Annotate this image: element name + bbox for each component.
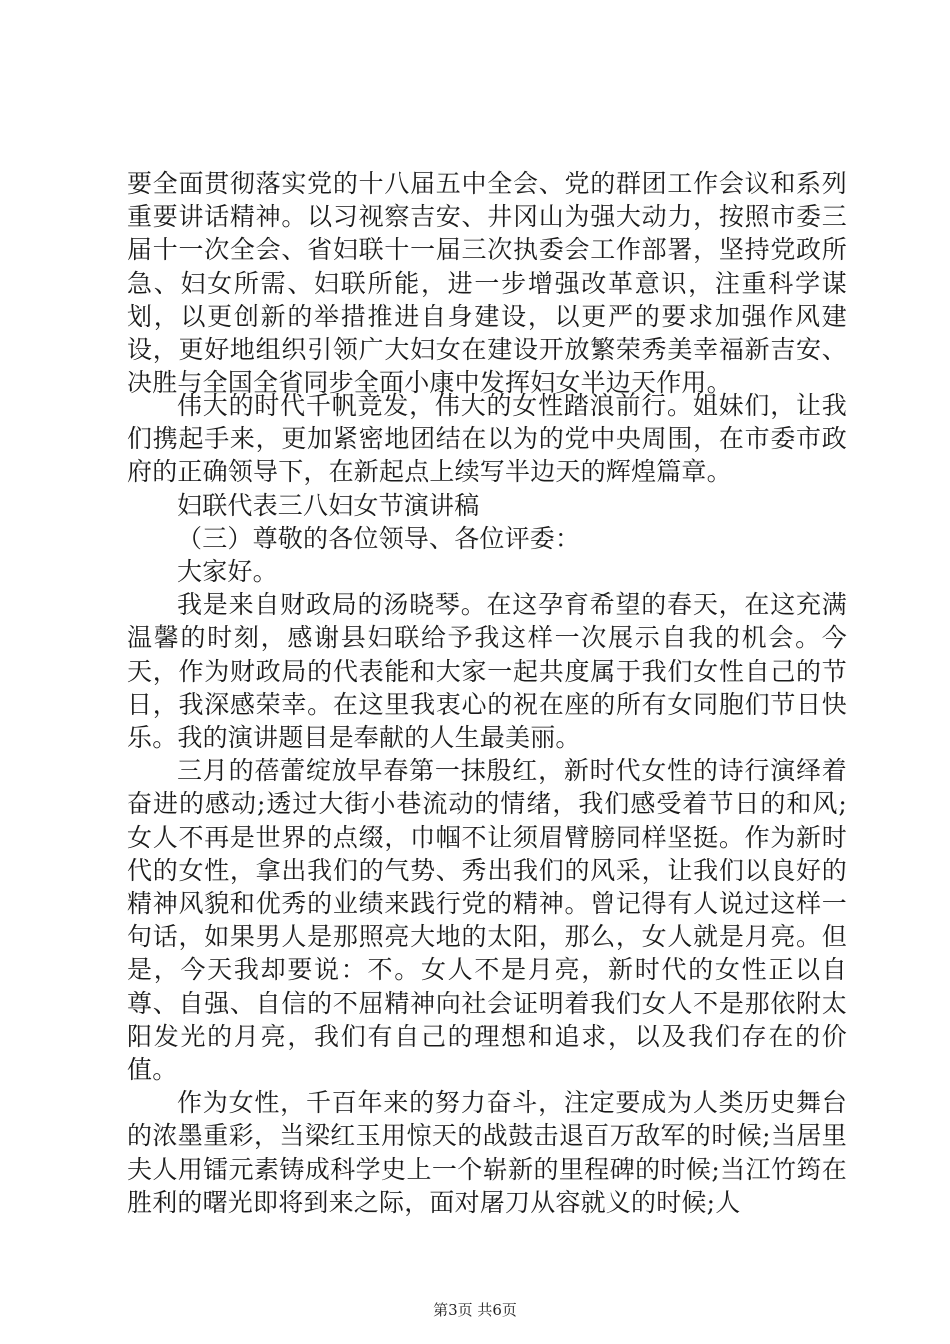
paragraph-closing: 伟大的时代千帆竞发，伟大的女性踏浪前行。姐妹们，让我们携起手来，更加紧密地团结在以为的党中央周围，在市委市政府的正确领导下，在新起点上续写半边天的辉煌篇章。 — [127, 391, 847, 487]
paragraph-history: 作为女性，千百年来的努力奋斗，注定要成为人类历史舞台的浓墨重彩，当梁红玉用惊天的战鼓击退百万敌军的时候;当居里夫人用镭元素铸成科学史上一个崭新的里程碑的时候;当江竹筠在胜利的曙光即将到来之际，面对屠刀从容就义的时候;人 — [127, 1088, 847, 1217]
text-block-main — [127, 389, 847, 1219]
paragraph-self-intro: 我是来自财政局的汤晓琴。在这孕育希望的春天，在这充满温馨的时刻，感谢县妇联给予我这样一次展示自我的机会。今天，作为财政局的代表能和大家一起共度属于我们女性自己的节日，我深感荣幸。在这里我衷心的祝在座的所有女同胞们节日快乐。我的演讲题目是奉献的人生最美丽。 — [127, 590, 847, 753]
speech-greeting: 大家好。 — [177, 557, 278, 587]
speech-salutation: （三）尊敬的各位领导、各位评委： — [177, 523, 581, 553]
paragraph-spring: 三月的蓓蕾绽放早春第一抹殷红，新时代女性的诗行演绎着奋进的感动;透过大街小巷流动的情绪，我们感受着节日的和风;女人不再是世界的点缀，巾帼不让须眉臂膀同样坚挺。作为新时代的女性，拿出我们的气势、秀出我们的风采，让我们以良好的精神风貌和优秀的业绩来践行党的精神。曾记得有人说过这样一句话，如果男人是那照亮大地的太阳，那么，女人就是月亮。但是，今天我却要说：不。女人不是月亮，新时代的女性正以自尊、自强、自信的不屈精神向社会证明着我们女人不是那依附太阳发光的月亮，我们有自己的理想和追求，以及我们存在的价值。 — [127, 756, 847, 1085]
page-footer — [0, 1300, 950, 1320]
paragraph-intro: 要全面贯彻落实党的十八届五中全会、党的群团工作会议和系列重要讲话精神。以习视察吉安、井冈山为强大动力，按照市委三届十一次全会、省妇联十一届三次执委会工作部署，坚持党政所急、妇女所需、妇联所能，进一步增强改革意识，注重科学谋划，以更创新的举措推进自身建设，以更严的要求加强作风建设，更好地组织引领广大妇女在建设开放繁荣秀美幸福新吉安、决胜与全国全省同步全面小康中发挥妇女半边天作用。 — [127, 169, 847, 398]
text-block-top — [127, 167, 847, 399]
page-number-current: 第3页 — [433, 1301, 473, 1319]
page-number-total: 共6页 — [477, 1301, 517, 1319]
speech-title: 妇联代表三八妇女节演讲稿 — [177, 490, 480, 520]
